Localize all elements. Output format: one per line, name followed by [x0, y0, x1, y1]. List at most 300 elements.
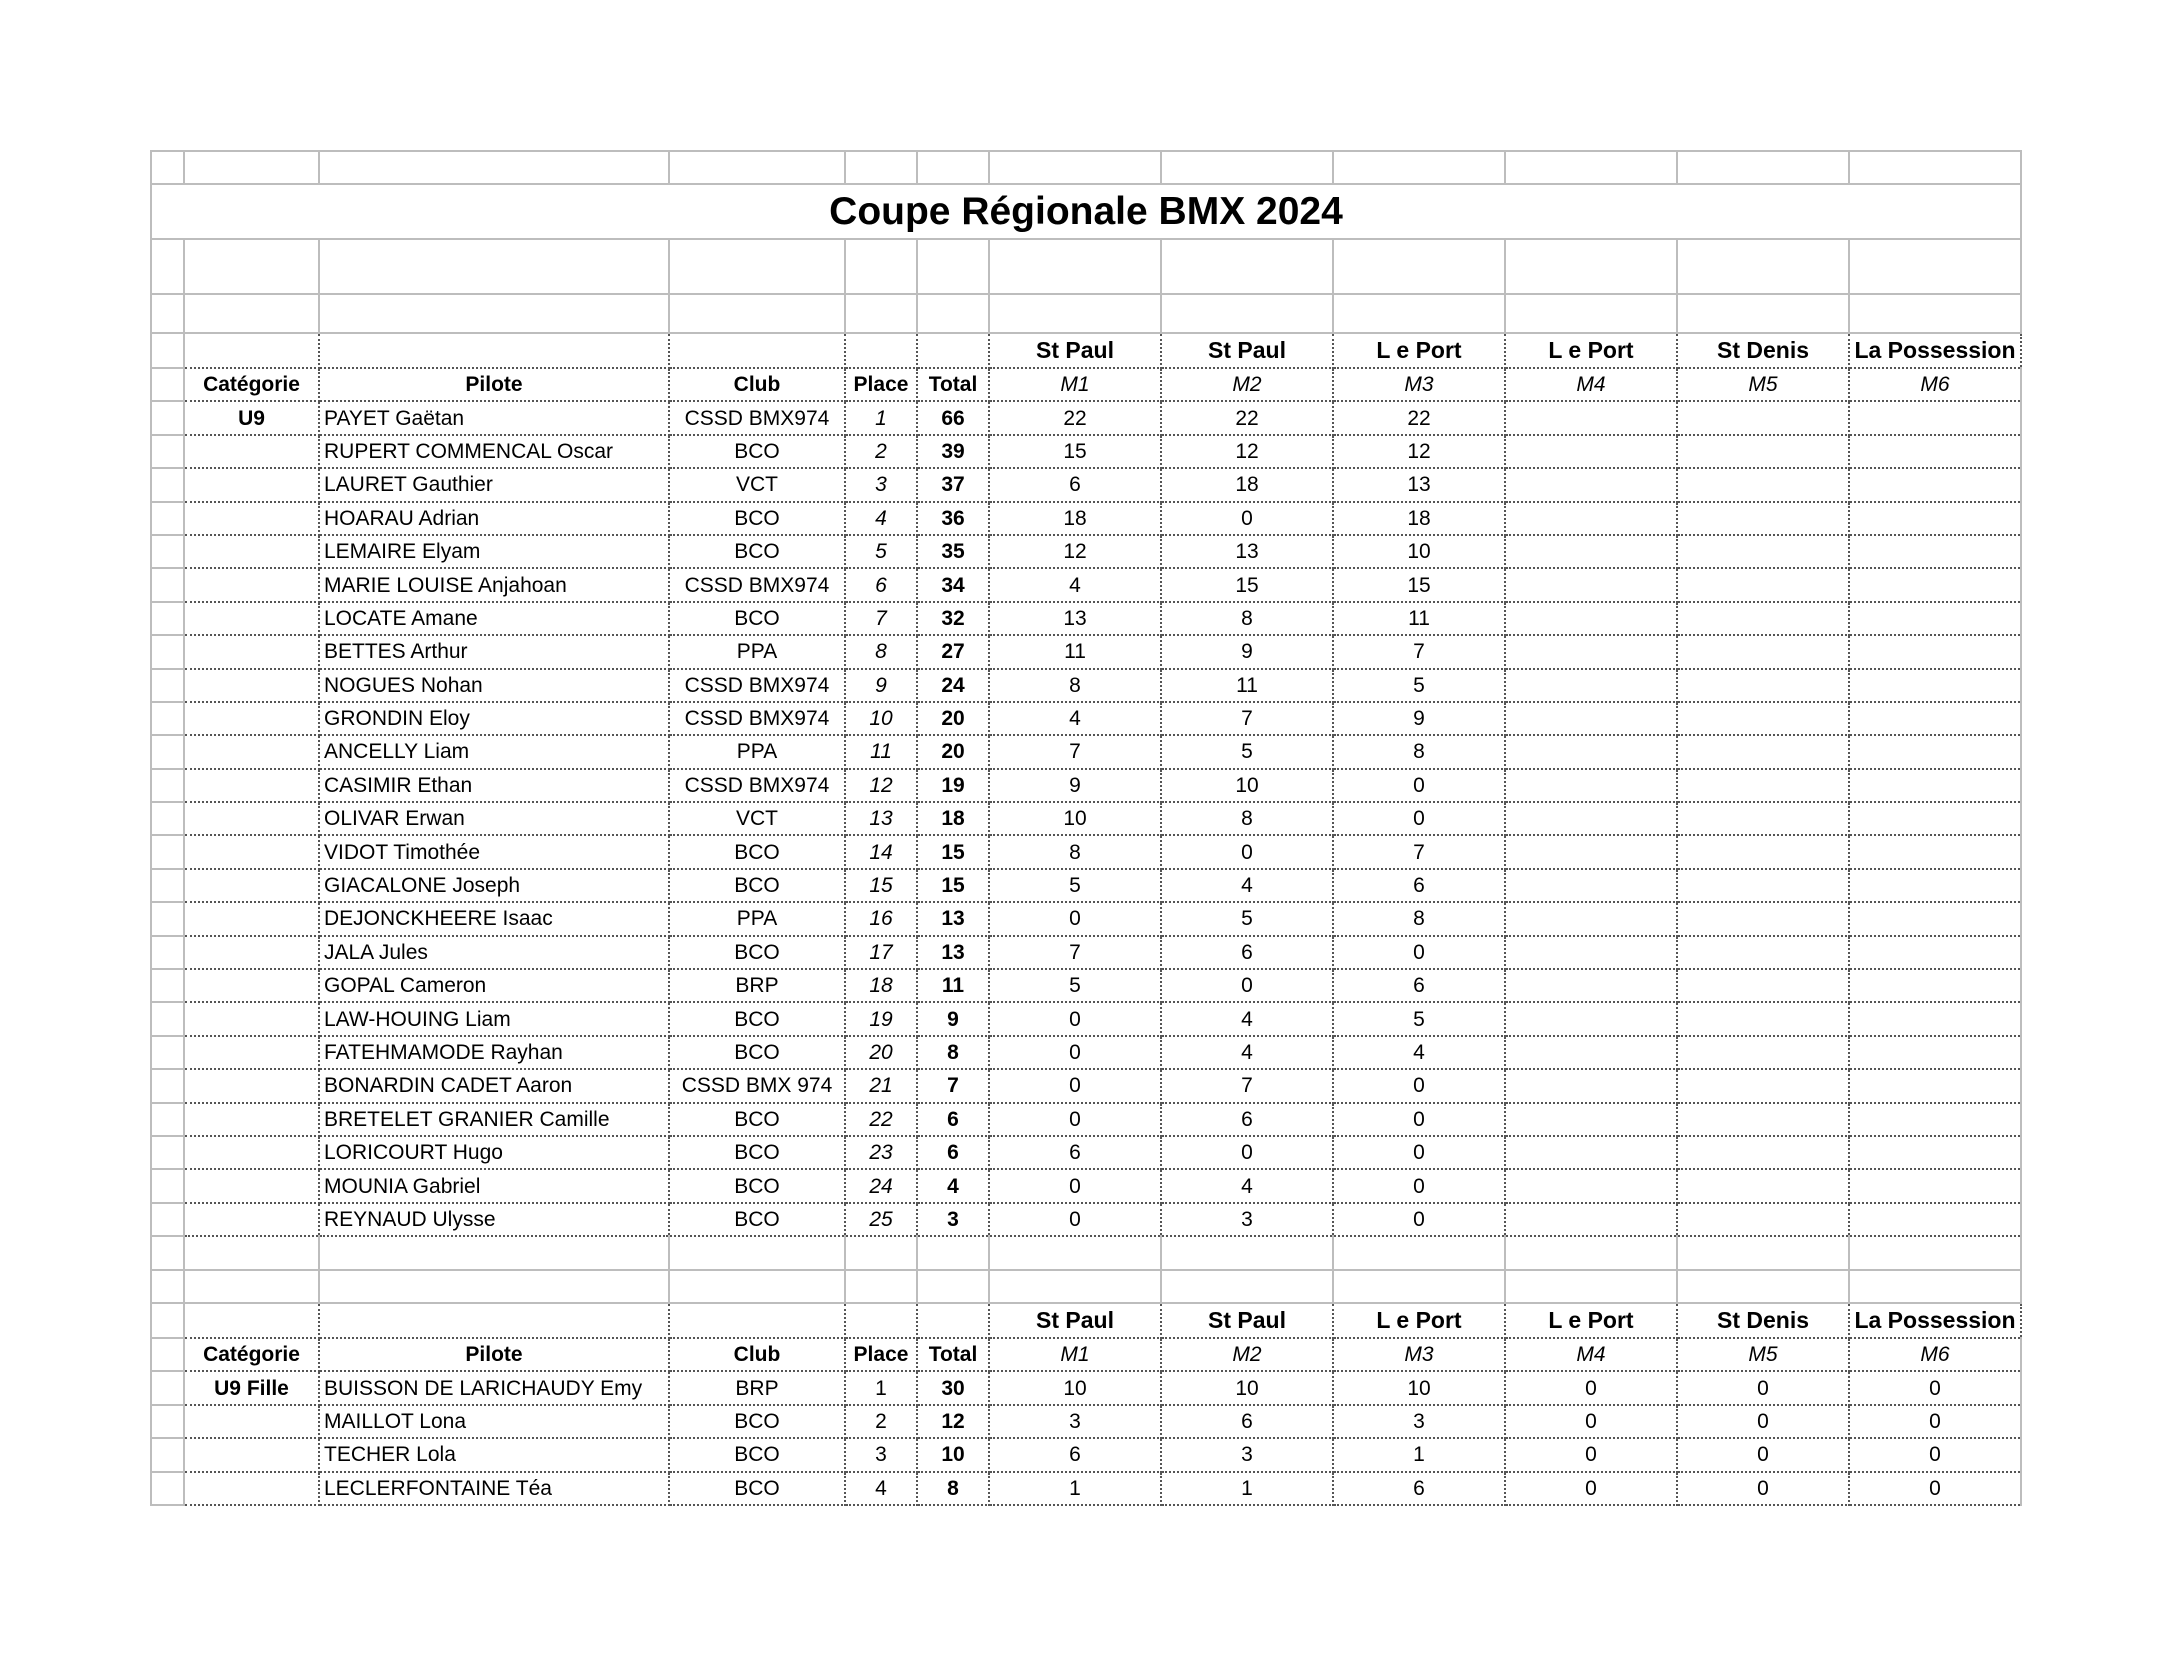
round-score-cell [1849, 669, 2021, 702]
round-score-cell [1849, 769, 2021, 802]
round-score-cell: 8 [989, 669, 1161, 702]
round-score-cell: 18 [989, 502, 1161, 535]
empty-cell [184, 1270, 319, 1303]
row-gutter [151, 602, 184, 635]
total-cell: 4 [917, 1169, 989, 1202]
empty-cell [1505, 294, 1677, 333]
pilot-cell: GIACALONE Joseph [319, 869, 669, 902]
empty-cell [1677, 1270, 1849, 1303]
round-score-cell: 4 [989, 702, 1161, 735]
round-score-cell [1505, 468, 1677, 501]
round-score-cell [1505, 1103, 1677, 1136]
empty-cell [989, 1270, 1161, 1303]
place-cell: 7 [845, 602, 917, 635]
table-row [151, 602, 2021, 635]
round-score-cell [1505, 936, 1677, 969]
table-row [151, 702, 2021, 735]
empty-cell [1505, 1236, 1677, 1269]
empty-cell [1161, 239, 1333, 294]
table-row [151, 735, 2021, 768]
club-cell: CSSD BMX974 [669, 702, 845, 735]
row-gutter [151, 802, 184, 835]
empty-cell [184, 936, 319, 969]
round-header: M1 [989, 1338, 1161, 1371]
row-gutter [151, 151, 184, 184]
club-cell: BCO [669, 1203, 845, 1236]
empty-cell [184, 769, 319, 802]
club-cell: BRP [669, 969, 845, 1002]
empty-cell [1677, 294, 1849, 333]
col-header-club: Club [669, 1338, 845, 1371]
place-cell: 25 [845, 1203, 917, 1236]
round-score-cell: 7 [1333, 835, 1505, 868]
empty-cell [184, 1438, 319, 1471]
empty-cell [184, 735, 319, 768]
row-gutter [151, 969, 184, 1002]
round-score-cell [1677, 735, 1849, 768]
round-score-cell: 11 [989, 635, 1161, 668]
place-cell: 4 [845, 502, 917, 535]
round-score-cell [1505, 902, 1677, 935]
empty-cell [184, 1136, 319, 1169]
place-cell: 3 [845, 1438, 917, 1471]
col-header-place: Place [845, 368, 917, 401]
place-cell: 23 [845, 1136, 917, 1169]
total-cell: 27 [917, 635, 989, 668]
club-cell: BCO [669, 1405, 845, 1438]
empty-cell [845, 294, 917, 333]
total-cell: 34 [917, 568, 989, 601]
round-score-cell: 15 [1161, 568, 1333, 601]
round-score-cell [1505, 602, 1677, 635]
round-score-cell: 5 [1333, 669, 1505, 702]
round-score-cell [1505, 869, 1677, 902]
round-score-cell: 0 [989, 1002, 1161, 1035]
empty-cell [1677, 151, 1849, 184]
empty-cell [184, 151, 319, 184]
total-cell: 66 [917, 401, 989, 434]
place-cell: 15 [845, 869, 917, 902]
empty-cell [184, 568, 319, 601]
pilot-cell: RUPERT COMMENCAL Oscar [319, 435, 669, 468]
round-score-cell [1677, 1169, 1849, 1202]
club-cell: PPA [669, 735, 845, 768]
round-score-cell: 6 [989, 1136, 1161, 1169]
table-row [151, 535, 2021, 568]
col-header-pilot: Pilote [319, 368, 669, 401]
empty-cell [669, 151, 845, 184]
round-score-cell: 0 [989, 1169, 1161, 1202]
empty-cell [989, 239, 1161, 294]
venue-header: St Paul [1161, 333, 1333, 368]
round-score-cell: 5 [989, 869, 1161, 902]
empty-cell [1849, 294, 2021, 333]
table-row [151, 1472, 2021, 1505]
empty-cell [669, 1236, 845, 1269]
empty-cell [319, 294, 669, 333]
round-score-cell: 12 [1161, 435, 1333, 468]
total-cell: 12 [917, 1405, 989, 1438]
round-score-cell: 0 [1677, 1438, 1849, 1471]
empty-cell [1677, 1236, 1849, 1269]
col-header-category: Catégorie [184, 368, 319, 401]
round-score-cell [1677, 1069, 1849, 1102]
row-gutter [151, 669, 184, 702]
round-score-cell [1677, 401, 1849, 434]
row-gutter [151, 902, 184, 935]
round-score-cell [1849, 869, 2021, 902]
empty-cell [184, 635, 319, 668]
empty-cell [184, 535, 319, 568]
pilot-cell: MARIE LOUISE Anjahoan [319, 568, 669, 601]
total-cell: 3 [917, 1203, 989, 1236]
round-score-cell [1849, 568, 2021, 601]
pilot-cell: LORICOURT Hugo [319, 1136, 669, 1169]
total-cell: 6 [917, 1103, 989, 1136]
place-cell: 5 [845, 535, 917, 568]
round-score-cell [1505, 1036, 1677, 1069]
round-score-cell: 0 [1333, 936, 1505, 969]
pilot-cell: JALA Jules [319, 936, 669, 969]
club-cell: BCO [669, 1438, 845, 1471]
club-cell: BCO [669, 1036, 845, 1069]
pilot-cell: REYNAUD Ulysse [319, 1203, 669, 1236]
row-gutter [151, 1338, 184, 1371]
empty-cell [184, 1203, 319, 1236]
round-score-cell: 10 [1161, 1371, 1333, 1404]
round-header: M2 [1161, 368, 1333, 401]
empty-cell [989, 294, 1161, 333]
empty-cell [184, 835, 319, 868]
venue-header: L e Port [1505, 333, 1677, 368]
category-cell: U9 Fille [184, 1371, 319, 1404]
round-score-cell: 7 [1161, 1069, 1333, 1102]
round-score-cell [1677, 1136, 1849, 1169]
venue-header: L e Port [1333, 333, 1505, 368]
round-score-cell: 22 [989, 401, 1161, 434]
empty-cell [845, 151, 917, 184]
round-score-cell: 15 [1333, 568, 1505, 601]
row-gutter [151, 936, 184, 969]
total-cell: 9 [917, 1002, 989, 1035]
round-score-cell: 0 [989, 1036, 1161, 1069]
empty-cell [1849, 151, 2021, 184]
round-score-cell [1677, 702, 1849, 735]
club-cell: BCO [669, 936, 845, 969]
round-score-cell: 0 [1333, 1169, 1505, 1202]
round-score-cell: 0 [1849, 1472, 2021, 1505]
round-score-cell [1505, 669, 1677, 702]
empty-cell [917, 1270, 989, 1303]
table-row [151, 1036, 2021, 1069]
round-score-cell [1505, 502, 1677, 535]
table-row [151, 902, 2021, 935]
empty-cell [184, 969, 319, 1002]
round-score-cell: 1 [1333, 1438, 1505, 1471]
sheet-title: Coupe Régionale BMX 2024 [151, 184, 2021, 239]
club-cell: BCO [669, 1472, 845, 1505]
row-gutter [151, 1203, 184, 1236]
round-score-cell: 18 [1161, 468, 1333, 501]
round-score-cell: 0 [989, 902, 1161, 935]
club-cell: CSSD BMX974 [669, 769, 845, 802]
round-score-cell: 1 [989, 1472, 1161, 1505]
pilot-cell: CASIMIR Ethan [319, 769, 669, 802]
standings-sheet [150, 150, 2022, 1506]
pilot-cell: LAW-HOUING Liam [319, 1002, 669, 1035]
round-score-cell: 22 [1161, 401, 1333, 434]
round-score-cell [1505, 535, 1677, 568]
empty-cell [184, 435, 319, 468]
round-score-cell [1677, 535, 1849, 568]
round-header: M4 [1505, 1338, 1677, 1371]
empty-cell [669, 333, 845, 368]
empty-cell [319, 151, 669, 184]
round-score-cell [1677, 1203, 1849, 1236]
round-score-cell [1505, 1169, 1677, 1202]
pilot-cell: BONARDIN CADET Aaron [319, 1069, 669, 1102]
table-row [151, 936, 2021, 969]
total-cell: 15 [917, 835, 989, 868]
table-row [151, 969, 2021, 1002]
empty-cell [845, 1236, 917, 1269]
club-cell: CSSD BMX 974 [669, 1069, 845, 1102]
round-score-cell [1505, 1069, 1677, 1102]
round-score-cell: 0 [989, 1203, 1161, 1236]
round-score-cell: 6 [989, 1438, 1161, 1471]
empty-cell [184, 1103, 319, 1136]
place-cell: 18 [845, 969, 917, 1002]
round-score-cell: 0 [1161, 1136, 1333, 1169]
pilot-cell: BETTES Arthur [319, 635, 669, 668]
round-score-cell [1849, 735, 2021, 768]
round-score-cell [1505, 735, 1677, 768]
empty-cell [184, 1472, 319, 1505]
total-cell: 35 [917, 535, 989, 568]
row-gutter [151, 468, 184, 501]
table-row [151, 401, 2021, 434]
empty-cell [1161, 294, 1333, 333]
empty-cell [184, 333, 319, 368]
round-header: M6 [1849, 1338, 2021, 1371]
round-score-cell: 4 [989, 568, 1161, 601]
round-header: M5 [1677, 1338, 1849, 1371]
round-score-cell: 6 [1161, 1103, 1333, 1136]
pilot-cell: TECHER Lola [319, 1438, 669, 1471]
round-score-cell: 0 [1505, 1438, 1677, 1471]
round-score-cell: 6 [1333, 1472, 1505, 1505]
round-score-cell: 4 [1161, 1002, 1333, 1035]
table-row [151, 869, 2021, 902]
round-score-cell [1849, 435, 2021, 468]
round-score-cell: 8 [1333, 902, 1505, 935]
pilot-cell: HOARAU Adrian [319, 502, 669, 535]
empty-cell [1849, 1236, 2021, 1269]
empty-cell [319, 239, 669, 294]
empty-cell [184, 1169, 319, 1202]
total-cell: 11 [917, 969, 989, 1002]
round-score-cell: 0 [1849, 1371, 2021, 1404]
empty-cell [845, 1303, 917, 1338]
round-score-cell [1505, 568, 1677, 601]
round-score-cell: 0 [1849, 1405, 2021, 1438]
pilot-cell: BUISSON DE LARICHAUDY Emy [319, 1371, 669, 1404]
table-row [151, 1136, 2021, 1169]
table-row [151, 635, 2021, 668]
empty-cell [917, 239, 989, 294]
row-gutter [151, 1236, 184, 1269]
place-cell: 21 [845, 1069, 917, 1102]
place-cell: 6 [845, 568, 917, 601]
round-score-cell: 0 [1333, 1136, 1505, 1169]
round-score-cell [1849, 468, 2021, 501]
empty-cell [1333, 1236, 1505, 1269]
pilot-cell: BRETELET GRANIER Camille [319, 1103, 669, 1136]
round-score-cell: 8 [989, 835, 1161, 868]
pilot-cell: DEJONCKHEERE Isaac [319, 902, 669, 935]
round-score-cell: 12 [989, 535, 1161, 568]
round-score-cell: 0 [1505, 1472, 1677, 1505]
round-score-cell: 0 [1333, 1203, 1505, 1236]
place-cell: 19 [845, 1002, 917, 1035]
empty-cell [669, 1270, 845, 1303]
round-score-cell [1505, 1002, 1677, 1035]
round-score-cell: 7 [989, 735, 1161, 768]
row-gutter [151, 1036, 184, 1069]
round-score-cell: 22 [1333, 401, 1505, 434]
row-gutter [151, 435, 184, 468]
pilot-cell: LAURET Gauthier [319, 468, 669, 501]
round-score-cell [1505, 435, 1677, 468]
col-header-pilot: Pilote [319, 1338, 669, 1371]
round-score-cell: 0 [1677, 1371, 1849, 1404]
club-cell: PPA [669, 635, 845, 668]
club-cell: BCO [669, 435, 845, 468]
round-score-cell: 4 [1333, 1036, 1505, 1069]
row-gutter [151, 502, 184, 535]
pilot-cell: OLIVAR Erwan [319, 802, 669, 835]
place-cell: 14 [845, 835, 917, 868]
empty-cell [1333, 151, 1505, 184]
pilot-cell: NOGUES Nohan [319, 669, 669, 702]
round-score-cell [1677, 468, 1849, 501]
round-score-cell [1677, 669, 1849, 702]
empty-cell [917, 333, 989, 368]
total-cell: 18 [917, 802, 989, 835]
round-score-cell [1849, 401, 2021, 434]
total-cell: 20 [917, 735, 989, 768]
club-cell: VCT [669, 468, 845, 501]
row-gutter [151, 1103, 184, 1136]
round-score-cell: 0 [1505, 1405, 1677, 1438]
round-score-cell [1677, 936, 1849, 969]
row-gutter [151, 1069, 184, 1102]
round-score-cell: 0 [1161, 835, 1333, 868]
round-score-cell: 5 [1161, 902, 1333, 935]
empty-cell [184, 294, 319, 333]
empty-cell [917, 1303, 989, 1338]
col-header-total: Total [917, 368, 989, 401]
round-score-cell [1505, 635, 1677, 668]
place-cell: 4 [845, 1472, 917, 1505]
place-cell: 1 [845, 401, 917, 434]
round-score-cell: 18 [1333, 502, 1505, 535]
table-row [151, 502, 2021, 535]
round-score-cell [1505, 702, 1677, 735]
empty-cell [184, 902, 319, 935]
row-gutter [151, 1405, 184, 1438]
total-cell: 13 [917, 902, 989, 935]
table-row [151, 835, 2021, 868]
round-score-cell [1677, 969, 1849, 1002]
round-score-cell: 9 [1161, 635, 1333, 668]
round-score-cell: 3 [1161, 1438, 1333, 1471]
empty-cell [917, 151, 989, 184]
total-cell: 13 [917, 936, 989, 969]
table-row [151, 1438, 2021, 1471]
round-score-cell: 3 [1333, 1405, 1505, 1438]
round-score-cell: 10 [1161, 769, 1333, 802]
place-cell: 17 [845, 936, 917, 969]
empty-cell [184, 1236, 319, 1269]
round-score-cell: 4 [1161, 1169, 1333, 1202]
round-score-cell [1849, 1069, 2021, 1102]
round-score-cell: 7 [1161, 702, 1333, 735]
round-header: M5 [1677, 368, 1849, 401]
empty-cell [184, 802, 319, 835]
empty-cell [184, 468, 319, 501]
empty-cell [184, 1303, 319, 1338]
row-gutter [151, 1472, 184, 1505]
empty-cell [845, 1270, 917, 1303]
place-cell: 2 [845, 1405, 917, 1438]
round-header: M2 [1161, 1338, 1333, 1371]
round-score-cell: 9 [989, 769, 1161, 802]
row-gutter [151, 735, 184, 768]
empty-cell [1505, 239, 1677, 294]
club-cell: BRP [669, 1371, 845, 1404]
pilot-cell: LEMAIRE Elyam [319, 535, 669, 568]
row-gutter [151, 1002, 184, 1035]
empty-cell [845, 239, 917, 294]
round-score-cell [1505, 1136, 1677, 1169]
round-score-cell: 10 [1333, 535, 1505, 568]
empty-cell [184, 1036, 319, 1069]
total-cell: 8 [917, 1472, 989, 1505]
club-cell: VCT [669, 802, 845, 835]
round-score-cell [1505, 802, 1677, 835]
round-score-cell: 5 [1333, 1002, 1505, 1035]
total-cell: 37 [917, 468, 989, 501]
round-score-cell: 6 [1161, 936, 1333, 969]
round-score-cell [1849, 1036, 2021, 1069]
empty-cell [1333, 1270, 1505, 1303]
empty-cell [319, 333, 669, 368]
place-cell: 16 [845, 902, 917, 935]
round-score-cell [1677, 435, 1849, 468]
empty-cell [845, 333, 917, 368]
venue-header: St Paul [989, 333, 1161, 368]
empty-cell [669, 294, 845, 333]
table-row [151, 1002, 2021, 1035]
empty-cell [1161, 1236, 1333, 1269]
round-score-cell [1849, 936, 2021, 969]
round-score-cell: 0 [1161, 969, 1333, 1002]
empty-cell [1161, 151, 1333, 184]
total-cell: 32 [917, 602, 989, 635]
round-score-cell: 10 [989, 1371, 1161, 1404]
row-gutter [151, 1371, 184, 1404]
